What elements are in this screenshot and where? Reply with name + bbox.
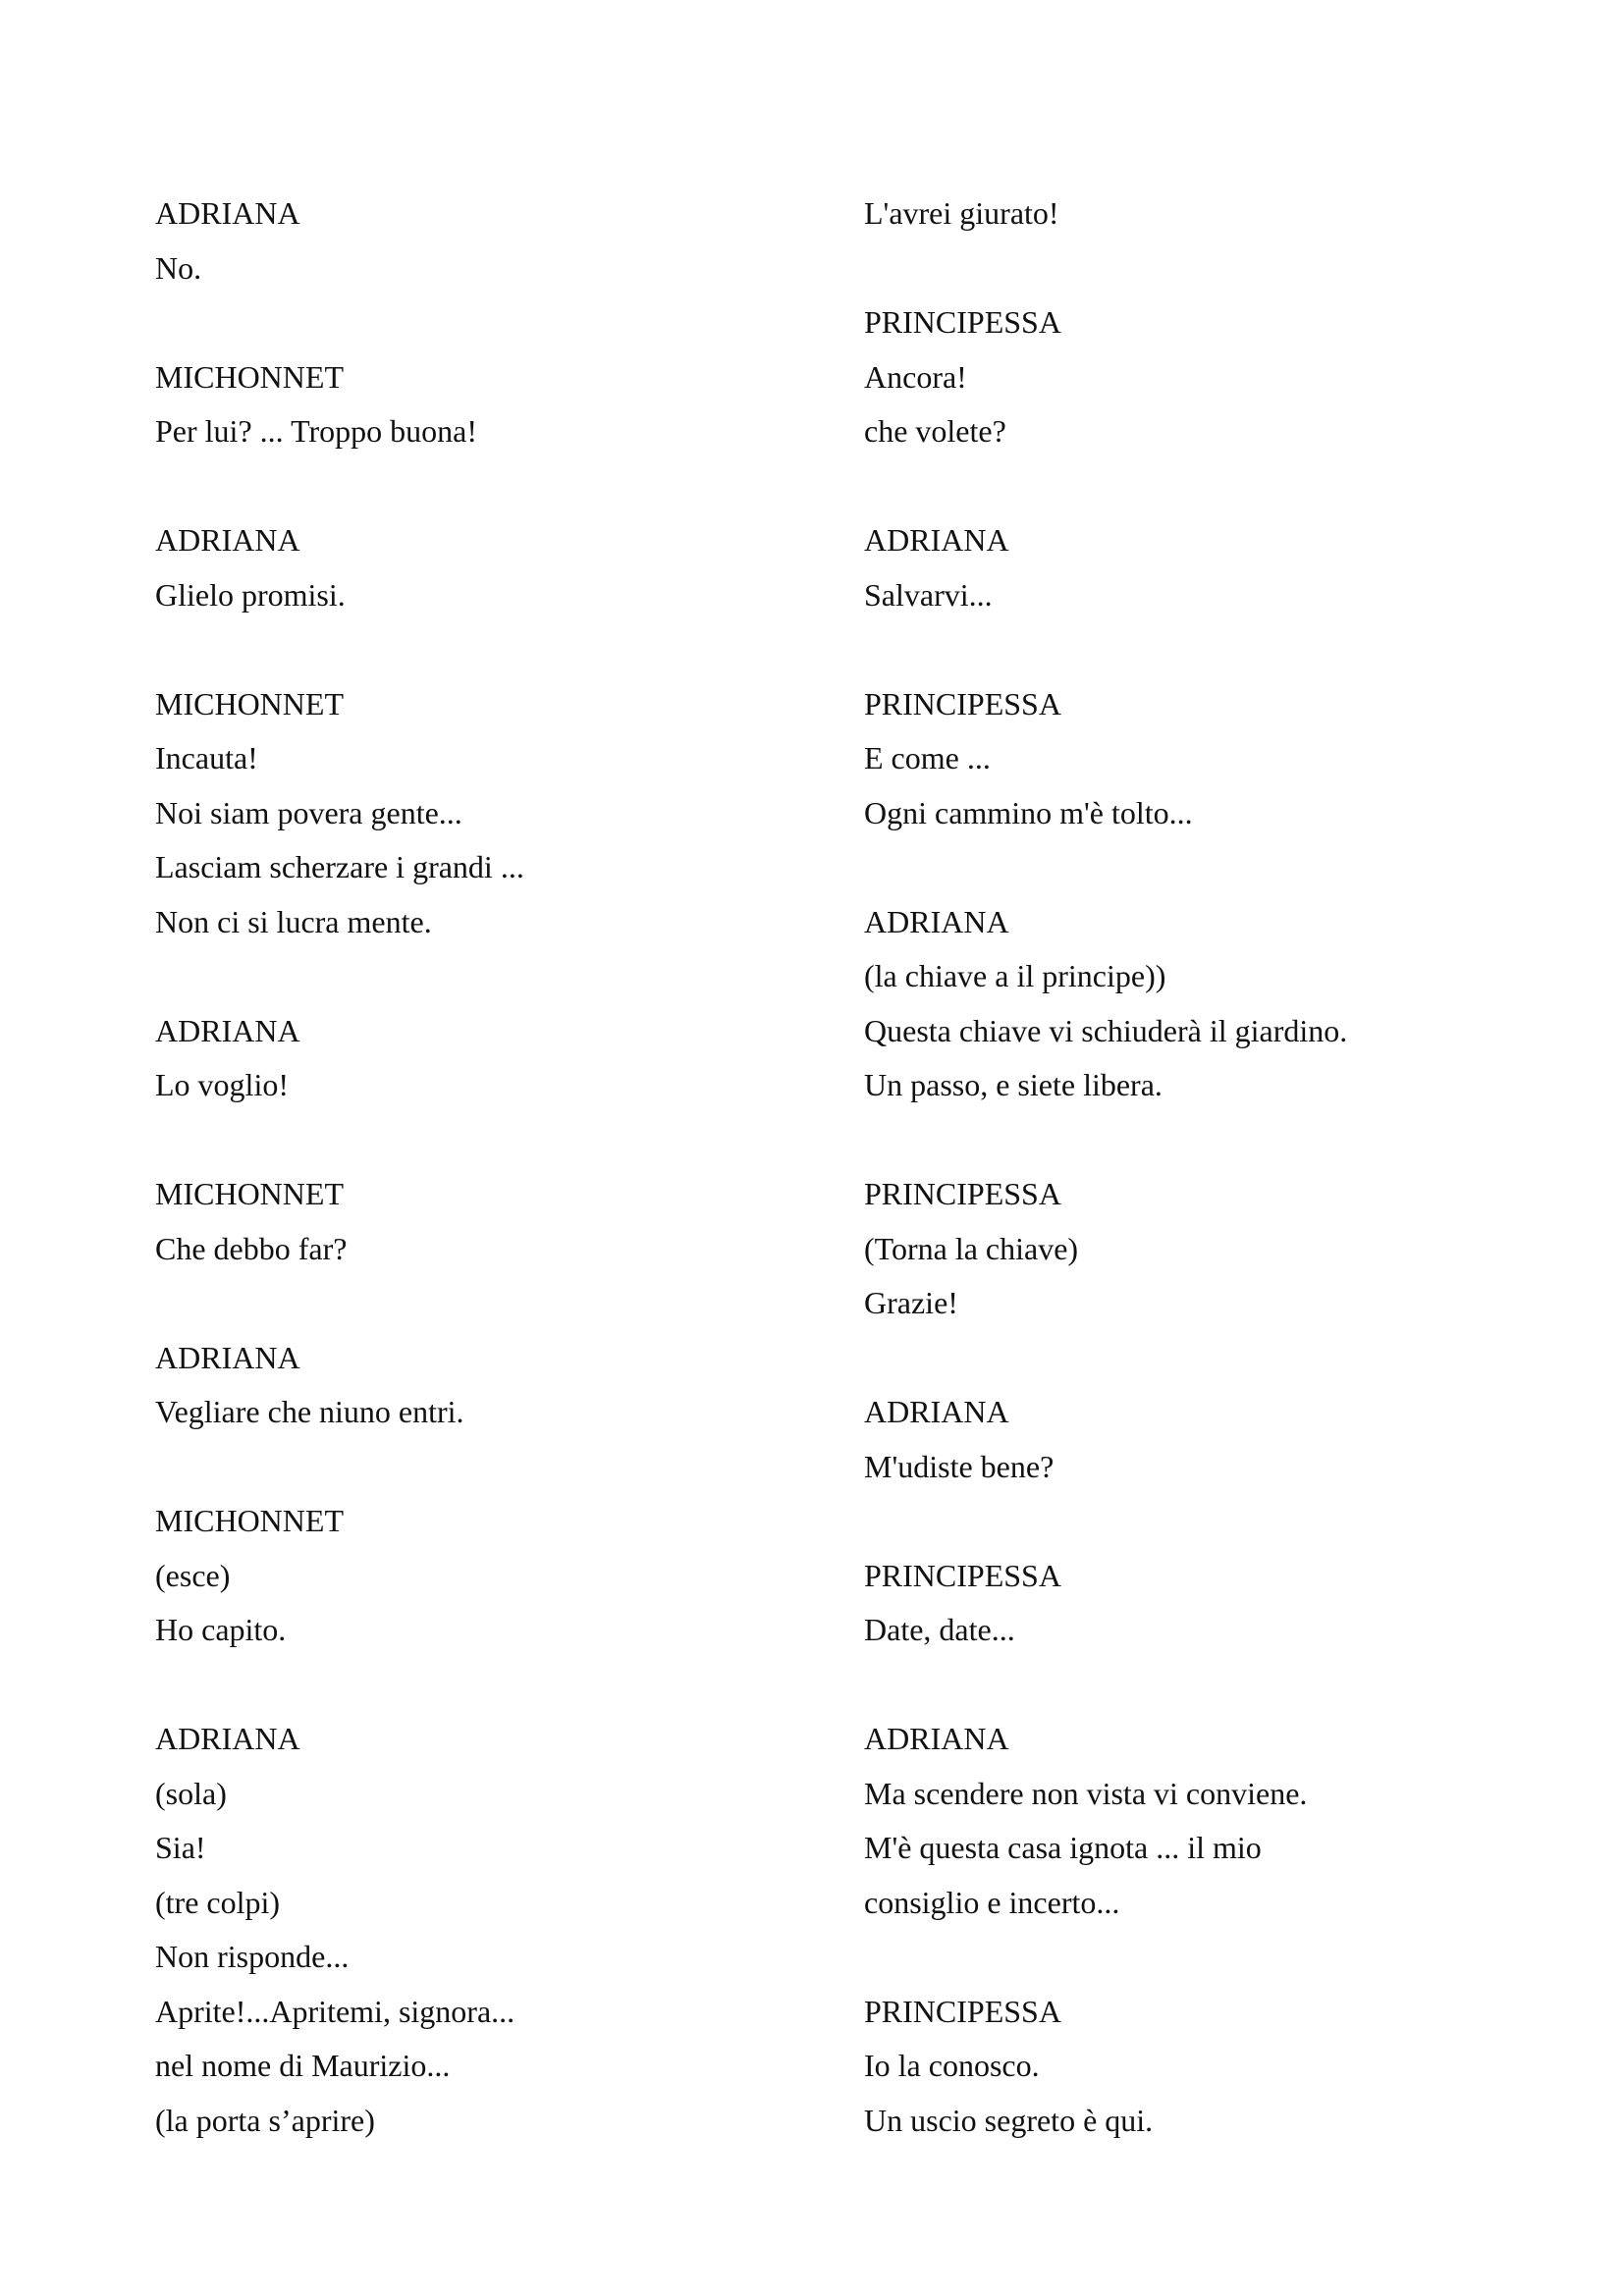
speaker-name: ADRIANA xyxy=(864,1721,1009,1756)
dialogue-line: Io la conosco. xyxy=(864,2048,1040,2083)
speaker-name: PRINCIPESSA xyxy=(864,1176,1061,1211)
speaker-name: PRINCIPESSA xyxy=(864,304,1061,340)
right-column xyxy=(864,187,1492,2148)
blank-line xyxy=(155,1658,784,1713)
dialogue-line: No. xyxy=(155,249,202,286)
dialogue-line: Glielo promisi. xyxy=(155,576,346,613)
speaker-name: PRINCIPESSA xyxy=(864,1557,1061,1593)
dialogue-line: Noi siam povera gente... xyxy=(155,794,462,830)
dialogue-line: Lo voglio! xyxy=(155,1067,289,1102)
speaker-name: MICHONNET xyxy=(155,1503,344,1538)
dialogue-line: Un uscio segreto è qui. xyxy=(864,2102,1154,2138)
blank-line xyxy=(864,840,1492,895)
dialogue-line: che volete? xyxy=(864,413,1006,449)
dialogue-line: (la chiave a il principe)) xyxy=(864,958,1166,993)
speaker-name: ADRIANA xyxy=(864,903,1009,939)
dialogue-line: (Torna la chiave) xyxy=(864,1230,1079,1266)
dialogue-line: (tre colpi) xyxy=(155,1884,281,1920)
dialogue-line: Ma scendere non vista vi conviene. xyxy=(864,1775,1308,1811)
blank-line xyxy=(155,949,784,1004)
speaker-name: ADRIANA xyxy=(864,1394,1009,1429)
speaker-name: ADRIANA xyxy=(155,522,300,558)
dialogue-line: Sia! xyxy=(155,1830,206,1865)
blank-line xyxy=(864,241,1492,296)
blank-line xyxy=(155,295,784,350)
dialogue-line: Che debbo far? xyxy=(155,1230,348,1266)
speaker-name: MICHONNET xyxy=(155,358,344,395)
dialogue-line: Aprite!...Apritemi, signora... xyxy=(155,1993,515,2029)
dialogue-line: Date, date... xyxy=(864,1612,1015,1647)
dialogue-line: (sola) xyxy=(155,1775,227,1811)
speaker-name: ADRIANA xyxy=(155,1721,300,1756)
speaker-name: MICHONNET xyxy=(155,685,344,721)
blank-line xyxy=(864,459,1492,514)
dialogue-line: Salvarvi... xyxy=(864,576,993,613)
blank-line xyxy=(155,622,784,677)
blank-line xyxy=(864,622,1492,677)
dialogue-line: Un passo, e siete libera. xyxy=(864,1067,1163,1102)
dialogue-line: Non risponde... xyxy=(155,1939,350,1974)
dialogue-line: consiglio e incerto... xyxy=(864,1884,1120,1920)
dialogue-line: Ho capito. xyxy=(155,1612,287,1647)
dialogue-line: nel nome di Maurizio... xyxy=(155,2048,451,2083)
dialogue-line: Questa chiave vi schiuderà il giardino. xyxy=(864,1012,1348,1048)
dialogue-line: Ancora! xyxy=(864,358,967,395)
blank-line xyxy=(155,459,784,514)
speaker-name: ADRIANA xyxy=(155,1012,300,1048)
dialogue-line: (la porta s’aprire) xyxy=(155,2102,375,2138)
blank-line xyxy=(155,1440,784,1495)
blank-line xyxy=(864,1494,1492,1549)
dialogue-line: Incauta! xyxy=(155,740,258,775)
dialogue-line: Non ci si lucra mente. xyxy=(155,903,432,939)
blank-line xyxy=(864,1658,1492,1713)
blank-line xyxy=(864,1331,1492,1386)
blank-line xyxy=(864,1930,1492,1985)
dialogue-line: L'avrei giurato! xyxy=(864,195,1059,231)
blank-line xyxy=(155,1276,784,1331)
speaker-name: PRINCIPESSA xyxy=(864,1993,1061,2029)
dialogue-line: Lasciam scherzare i grandi ... xyxy=(155,849,524,884)
left-column xyxy=(155,187,784,2148)
speaker-name: ADRIANA xyxy=(864,522,1009,558)
speaker-name: PRINCIPESSA xyxy=(864,685,1061,721)
blank-line xyxy=(155,1113,784,1168)
dialogue-line: E come ... xyxy=(864,740,991,775)
speaker-name: ADRIANA xyxy=(155,195,300,231)
speaker-name: ADRIANA xyxy=(155,1339,300,1375)
dialogue-line: Per lui? ... Troppo buona! xyxy=(155,413,477,449)
dialogue-line: M'è questa casa ignota ... il mio xyxy=(864,1830,1262,1865)
dialogue-line: (esce) xyxy=(155,1557,231,1593)
dialogue-line: Ogni cammino m'è tolto... xyxy=(864,794,1193,830)
dialogue-line: Vegliare che niuno entri. xyxy=(155,1394,464,1429)
speaker-name: MICHONNET xyxy=(155,1176,344,1211)
blank-line xyxy=(864,1113,1492,1168)
dialogue-line: M'udiste bene? xyxy=(864,1448,1055,1484)
dialogue-line: Grazie! xyxy=(864,1285,958,1320)
